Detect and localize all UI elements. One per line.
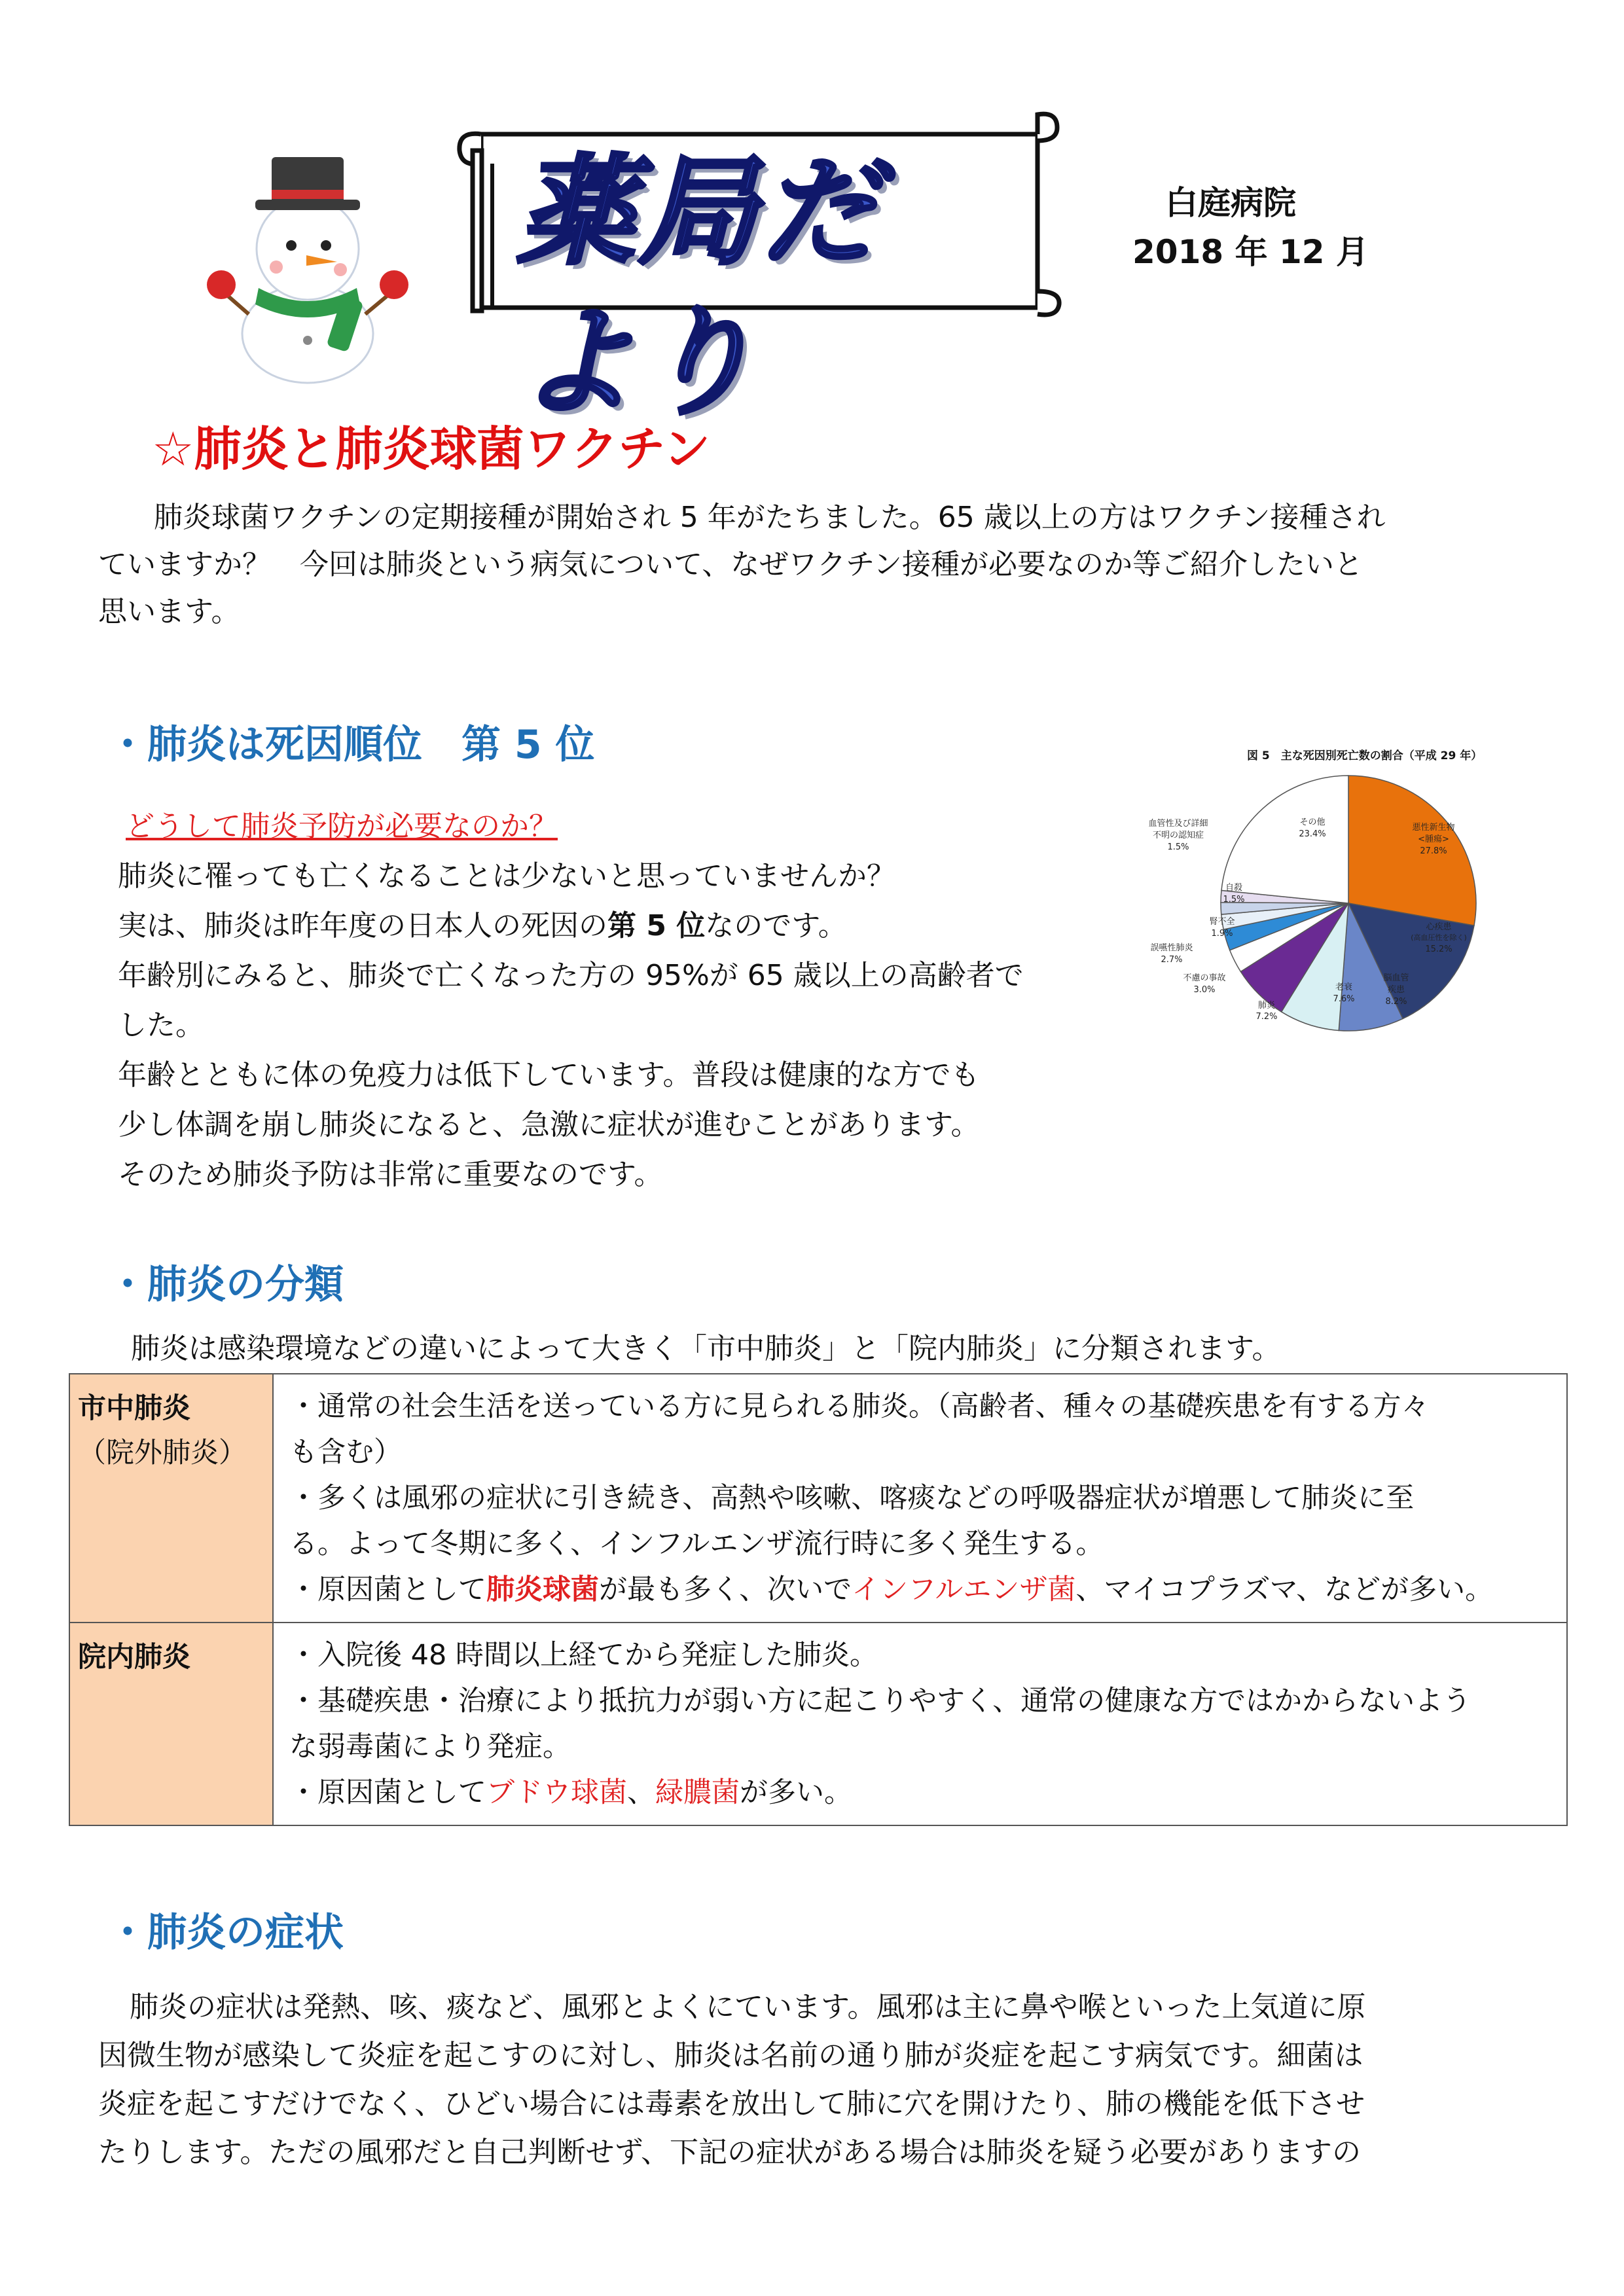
- text-span: ・原因菌として: [289, 1776, 486, 1809]
- death-cause-pie-chart: [1136, 740, 1561, 1073]
- label-cancer: 悪性新生物: [1412, 823, 1455, 833]
- classification-intro: 肺炎は感染環境などの違いによって大きく「市中肺炎」と「院内肺炎」に分類されます。: [131, 1332, 1281, 1365]
- value-other: 23.4%: [1299, 829, 1326, 839]
- chart-title: 図 5 主な死因別死亡数の割合（平成 29 年）: [1247, 749, 1483, 762]
- pathogen-highlight: ブドウ球菌: [486, 1776, 627, 1809]
- value-pneumonia: 7.2%: [1255, 1012, 1278, 1022]
- bullet: [289, 1567, 1551, 1613]
- text-line: 肺炎に罹っても亡くなることは少ないと思っていませんか？: [118, 859, 895, 893]
- text-line: 炎症を起こすだけでなく、ひどい場合には毒素を放出して肺に穴を開けたり、肺の機能を低下させ: [98, 2087, 1365, 2121]
- label-pneumonia: 肺炎: [1257, 1001, 1276, 1011]
- label-dementia: 不明の認知症: [1152, 831, 1204, 840]
- text-span: が最も多く、次いで: [599, 1573, 852, 1606]
- text-line: 肺炎の症状は発熱、咳、痰など、風邪とよくにています。風邪は主に鼻や喉といった上気道に原: [130, 1990, 1366, 2024]
- value-cerebro: 8.2%: [1385, 997, 1407, 1007]
- text-span: が多い。: [740, 1776, 852, 1809]
- bullet: ・通常の社会生活を送っている方に見られる肺炎。（高齢者、種々の基礎疾患を有する方々: [289, 1390, 1430, 1423]
- text-line: 年齢別にみると、肺炎で亡くなった方の 95%が 65 歳以上の高齢者で: [118, 959, 1024, 992]
- pathogen-highlight: 肺炎球菌: [486, 1573, 599, 1606]
- value-cancer: 27.8%: [1420, 846, 1447, 856]
- bullet: [289, 1770, 1551, 1816]
- pathogen-highlight: 緑膿菌: [655, 1776, 740, 1809]
- intro-line: 思います。: [98, 595, 240, 628]
- text-span: 、: [627, 1776, 655, 1809]
- label-aspiration: 誤嚥性肺炎: [1150, 943, 1193, 953]
- value-dementia: 1.5%: [1167, 842, 1189, 852]
- section-heading-symptoms: ・肺炎の症状: [108, 1910, 344, 1956]
- value-suicide: 1.5%: [1223, 895, 1245, 905]
- text-line: 因微生物が感染して炎症を起こすのに対し、肺炎は名前の通り肺が炎症を起こす病気です。細菌は: [98, 2039, 1363, 2072]
- text-span: ・原因菌として: [289, 1573, 486, 1606]
- pie-svg: [1136, 740, 1561, 1073]
- label-renal: 腎不全: [1209, 917, 1235, 927]
- header-sublabel: （院外肺炎）: [78, 1437, 247, 1469]
- label-other: その他: [1299, 817, 1326, 827]
- bullet-cont: る。よって冬期に多く、インフルエンザ流行時に多く発生する。: [289, 1528, 1104, 1560]
- value-senility: 7.6%: [1333, 994, 1355, 1004]
- label-heart: 心疾患: [1426, 922, 1452, 932]
- hospital-name: 白庭病院: [1165, 184, 1296, 222]
- text-line: 年齢とともに体の免疫力は低下しています。普段は健康的な方でも: [118, 1058, 980, 1092]
- label-dementia: 血管性及び詳細: [1148, 819, 1208, 829]
- text-line: した。: [118, 1009, 204, 1042]
- row-header-community: [69, 1374, 273, 1623]
- row-content-hospital: [273, 1623, 1567, 1825]
- label-cancer: <腫瘍>: [1418, 834, 1449, 844]
- intro-line: 肺炎球菌ワクチンの定期接種が開始され 5 年がたちました。65 歳以上の方はワクチン接種され: [154, 501, 1386, 534]
- intro-line: ていますか？ 今回は肺炎という病気について、なぜワクチン接種が必要なのか等ご紹介したいと: [98, 548, 1363, 581]
- value-heart: 15.2%: [1425, 944, 1453, 954]
- section-heading-classification: ・肺炎の分類: [108, 1262, 344, 1308]
- question-subheading: どうして肺炎予防が必要なのか？: [126, 810, 558, 843]
- text-line: [118, 901, 1024, 951]
- header-label: 市中肺炎: [78, 1392, 190, 1425]
- pie-slice-0: [1348, 776, 1476, 925]
- issue-date: 2018 年 12 月: [1132, 233, 1369, 271]
- bullet: ・基礎疾患・治療により抵抗力が弱い方に起こりやすく、通常の健康な方ではかからないよう: [289, 1685, 1471, 1717]
- text-span: なのです。: [705, 909, 847, 942]
- snowman-illustration: [196, 151, 432, 386]
- bullet-cont: な弱毒菌により発症。: [289, 1731, 571, 1763]
- table-row: [69, 1623, 1567, 1825]
- value-aspiration: 2.7%: [1161, 955, 1183, 965]
- section-heading-death-rank: ・肺炎は死因順位 第 5 位: [108, 722, 595, 768]
- main-heading: ☆肺炎と肺炎球菌ワクチン: [152, 422, 710, 476]
- newsletter-title: 薬局だより: [517, 144, 883, 431]
- bullet-cont: も含む）: [289, 1436, 402, 1469]
- text-span: 、マイコプラズマ、などが多い。: [1075, 1573, 1494, 1606]
- label-cerebro: 疾患: [1387, 985, 1405, 995]
- label-suicide: 自殺: [1225, 883, 1243, 893]
- text-line: そのため肺炎予防は非常に重要なのです。: [118, 1158, 663, 1191]
- text-span: 実は、肺炎は昨年度の日本人の死因の: [118, 909, 607, 942]
- symptoms-paragraph: [98, 1983, 1365, 2177]
- rank-emphasis: 第 5 位: [607, 909, 706, 942]
- label-heart: (高血圧性を除く): [1411, 933, 1467, 942]
- bullet: ・多くは風邪の症状に引き続き、高熱や咳嗽、喀痰などの呼吸器症状が増悪して肺炎に至: [289, 1482, 1415, 1515]
- value-accident: 3.0%: [1193, 985, 1216, 995]
- value-renal: 1.9%: [1211, 929, 1233, 939]
- row-content-community: [273, 1374, 1567, 1623]
- bullet: ・入院後 48 時間以上経てから発症した肺炎。: [289, 1639, 878, 1672]
- label-accident: 不慮の事故: [1183, 973, 1226, 983]
- text-line: たりします。ただの風邪だと自己判断せず、下記の症状がある場合は肺炎を疑う必要がありますの: [98, 2136, 1361, 2169]
- pneumonia-classification-table: [69, 1373, 1568, 1826]
- pathogen-highlight: インフルエンザ菌: [852, 1573, 1076, 1606]
- table-row: [69, 1374, 1567, 1623]
- label-cerebro: 脳血管: [1383, 973, 1409, 983]
- section1-text: [118, 802, 1024, 1200]
- row-header-hospital: [69, 1623, 273, 1825]
- label-senility: 老衰: [1335, 982, 1353, 992]
- header-label: 院内肺炎: [78, 1641, 190, 1674]
- text-line: 少し体調を崩し肺炎になると、急激に症状が進むことがあります。: [118, 1108, 980, 1141]
- intro-paragraph: [98, 494, 1386, 636]
